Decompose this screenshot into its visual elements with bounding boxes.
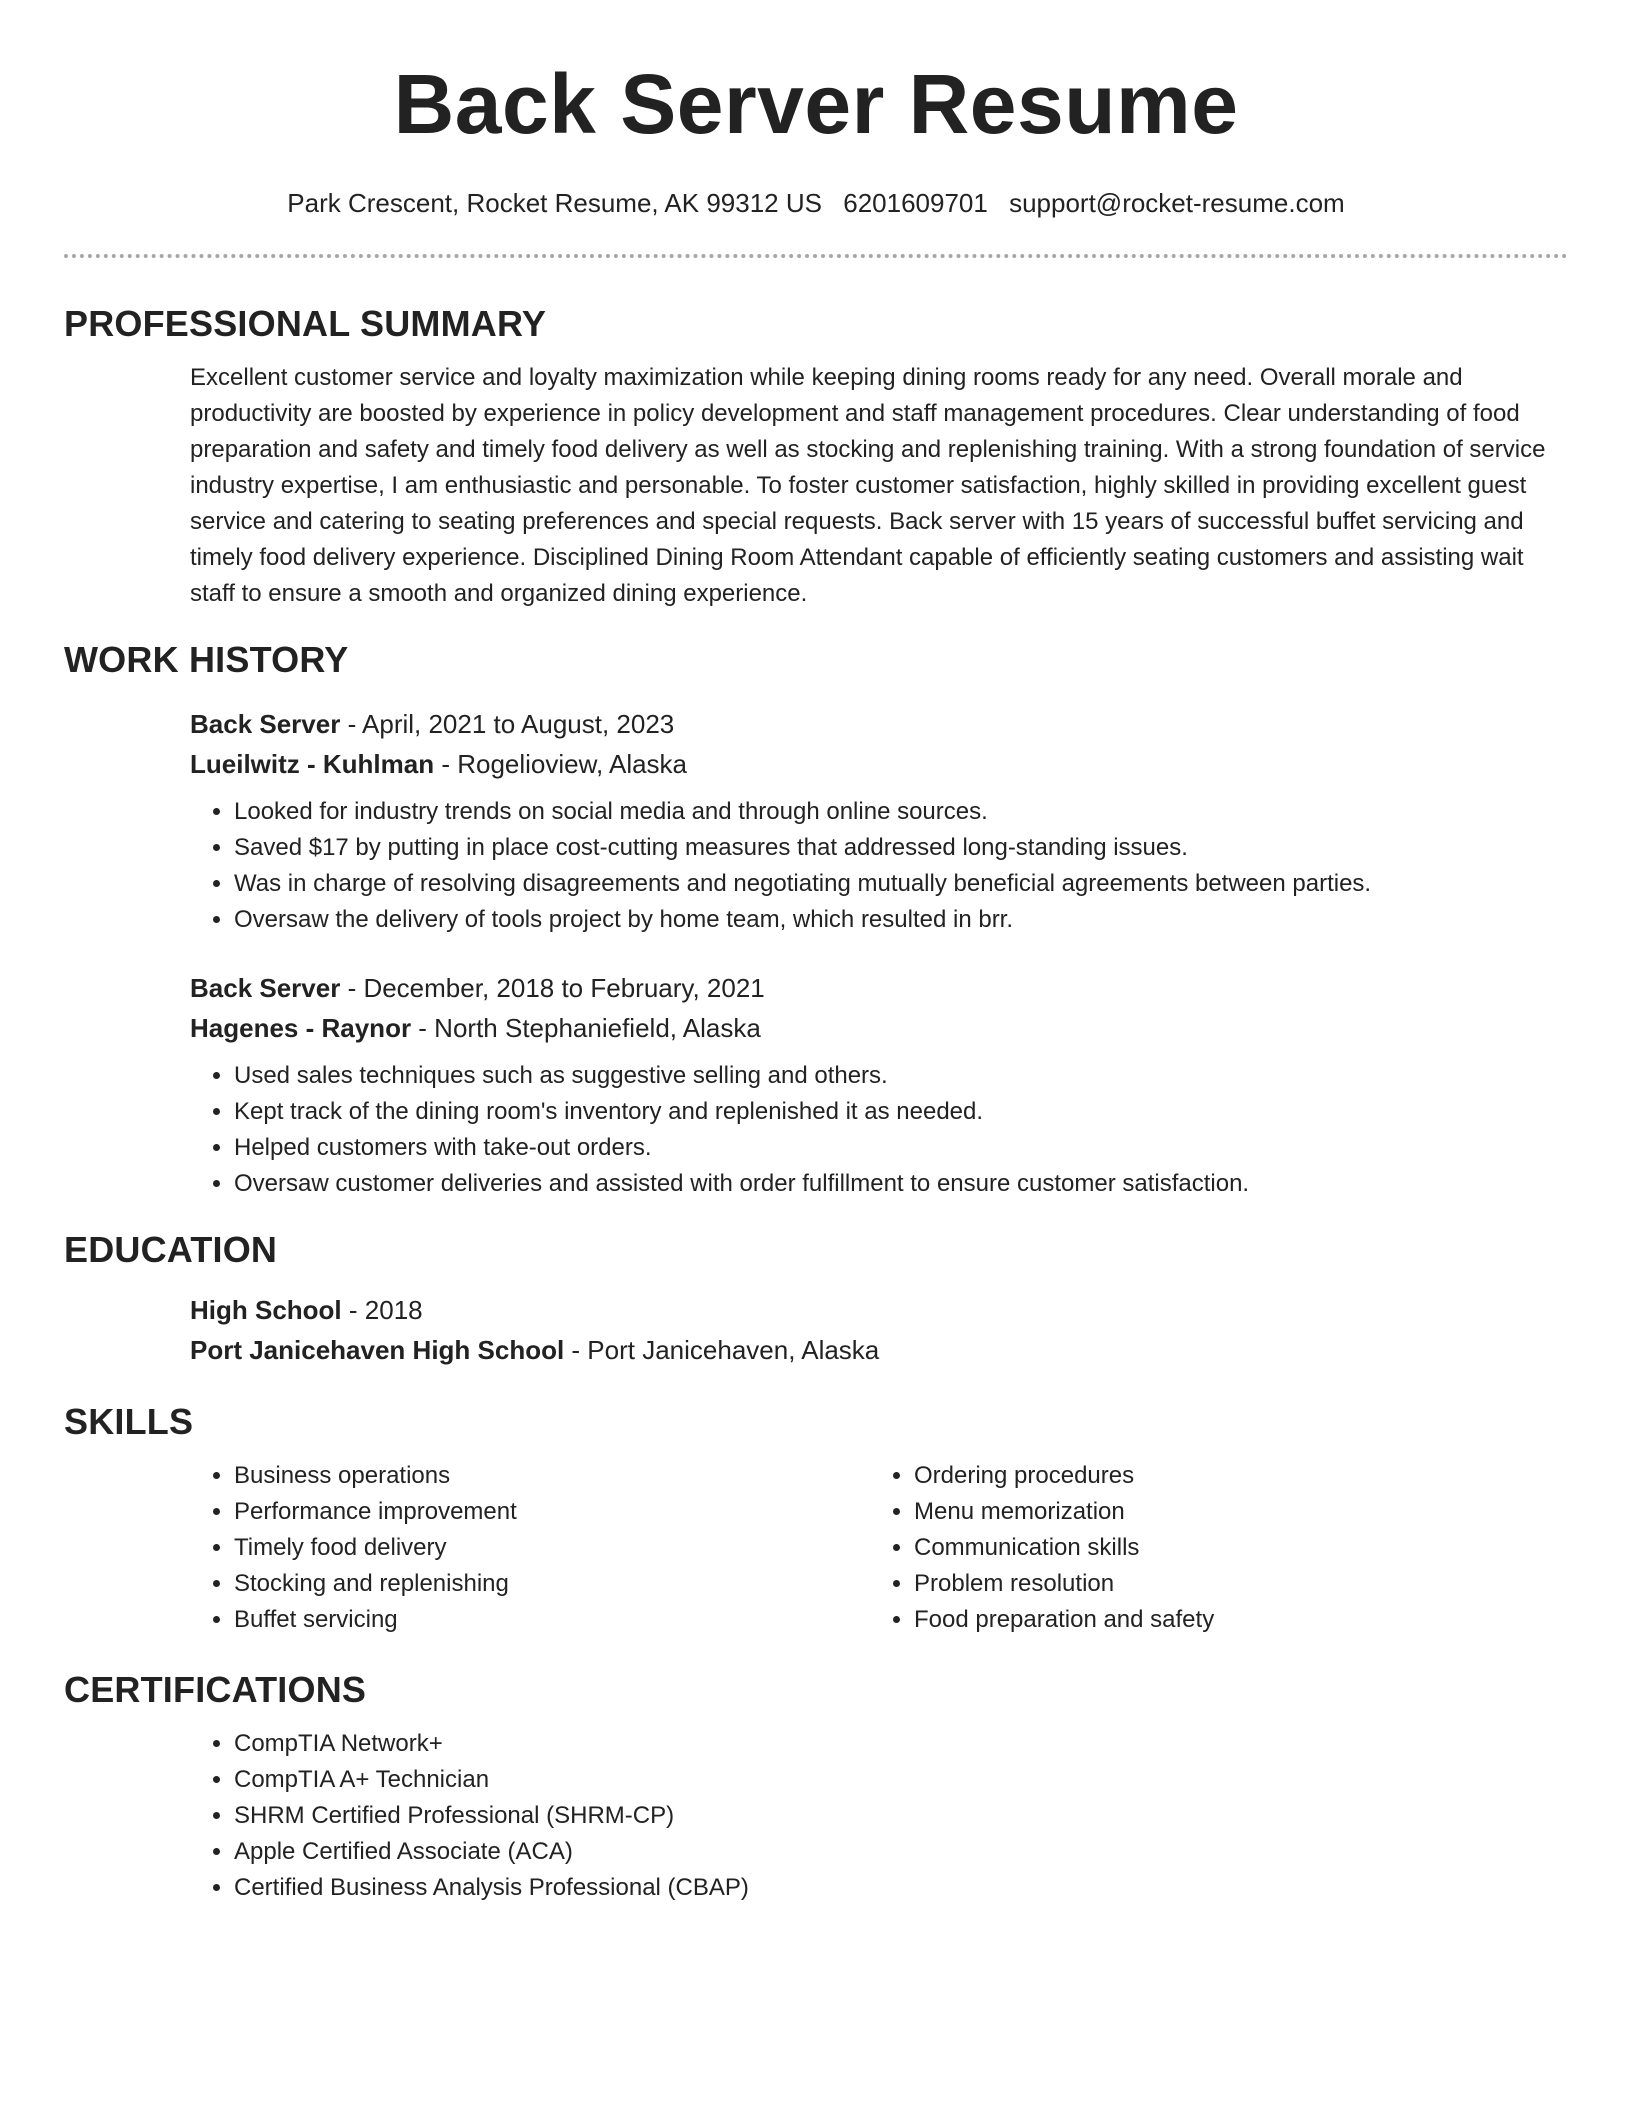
skills-column-right bbox=[870, 1458, 1550, 1638]
section-title-work-history: WORK HISTORY bbox=[64, 639, 349, 680]
list-item: • Used sales techniques such as suggestive selling and others. bbox=[234, 1058, 1568, 1094]
list-item: • Stocking and replenishing bbox=[234, 1566, 870, 1602]
contact-line bbox=[64, 186, 1568, 220]
list-item: • Oversaw the delivery of tools project by home team, which resulted in brr. bbox=[234, 902, 1568, 938]
list-item: • Menu memorization bbox=[914, 1494, 1550, 1530]
list-item: • SHRM Certified Professional (SHRM-CP) bbox=[234, 1798, 1568, 1834]
contact-address: Park Crescent, Rocket Resume, AK 99312 US bbox=[287, 188, 822, 218]
header-divider bbox=[64, 254, 1568, 258]
job-bullets bbox=[190, 794, 1568, 938]
list-item: • CompTIA A+ Technician bbox=[234, 1762, 1568, 1798]
list-item: • Certified Business Analysis Professional (CBAP) bbox=[234, 1870, 1568, 1906]
job-company: Hagenes - Raynor bbox=[190, 1013, 412, 1043]
education-degree: High School bbox=[190, 1295, 342, 1325]
job-bullets bbox=[190, 1058, 1568, 1202]
job-entry bbox=[190, 968, 1568, 1202]
education-location: - Port Janicehaven, Alaska bbox=[564, 1335, 880, 1365]
certifications-list bbox=[190, 1726, 1568, 1906]
section-title-summary: PROFESSIONAL SUMMARY bbox=[64, 303, 547, 344]
education-year: - 2018 bbox=[341, 1295, 423, 1325]
resume-title: Back Server Resume bbox=[393, 57, 1239, 151]
job-dates: - December, 2018 to February, 2021 bbox=[340, 973, 765, 1003]
list-item: • Communication skills bbox=[914, 1530, 1550, 1566]
list-item: • Saved $17 by putting in place cost-cutting measures that addressed long-standing issues. bbox=[234, 830, 1568, 866]
education-school-line bbox=[190, 1330, 1568, 1370]
list-item: • Food preparation and safety bbox=[914, 1602, 1550, 1638]
list-item: • Business operations bbox=[234, 1458, 870, 1494]
section-title-certifications: CERTIFICATIONS bbox=[64, 1669, 367, 1710]
list-item: • Kept track of the dining room's inventory and replenished it as needed. bbox=[234, 1094, 1568, 1130]
contact-phone: 6201609701 bbox=[843, 188, 988, 218]
list-item: • Performance improvement bbox=[234, 1494, 870, 1530]
list-item: • Problem resolution bbox=[914, 1566, 1550, 1602]
education-entry bbox=[190, 1290, 1568, 1370]
job-dates: - April, 2021 to August, 2023 bbox=[340, 709, 675, 739]
list-item: • Timely food delivery bbox=[234, 1530, 870, 1566]
list-item: • CompTIA Network+ bbox=[234, 1726, 1568, 1762]
job-role: Back Server bbox=[190, 709, 341, 739]
section-title-skills: SKILLS bbox=[64, 1401, 194, 1442]
summary-text: Excellent customer service and loyalty maximization while keeping dining rooms ready for any need. Overall morale and productivity are boosted by experience in policy development and staff management procedures. Clear understanding of food preparation and safety and timely food delivery as well as stocking and replenishing training. With a strong foundation of service industry expertise, I am enthusiastic and personable. To foster customer satisfaction, highly skilled in providing excellent guest service and catering to seating preferences and special requests. Back server with 15 years of successful buffet servicing and timely food delivery experience. Disciplined Dining Room Attendant capable of efficiently seating customers and assisting wait staff to ensure a smooth and organized dining experience. bbox=[190, 364, 1546, 607]
section-title-education: EDUCATION bbox=[64, 1229, 278, 1270]
list-item: • Was in charge of resolving disagreements and negotiating mutually beneficial agreements between parties. bbox=[234, 866, 1568, 902]
skills-list bbox=[190, 1458, 870, 1638]
job-title-line bbox=[190, 704, 1568, 744]
list-item: • Buffet servicing bbox=[234, 1602, 870, 1638]
education-school: Port Janicehaven High School bbox=[190, 1335, 565, 1365]
list-item: • Ordering procedures bbox=[914, 1458, 1550, 1494]
list-item: • Oversaw customer deliveries and assisted with order fulfillment to ensure customer satisfaction. bbox=[234, 1166, 1568, 1202]
job-role: Back Server bbox=[190, 973, 341, 1003]
job-title-line bbox=[190, 968, 1568, 1008]
skills-grid bbox=[190, 1458, 1568, 1638]
list-item: • Looked for industry trends on social media and through online sources. bbox=[234, 794, 1568, 830]
job-company: Lueilwitz - Kuhlman bbox=[190, 749, 435, 779]
contact-email: support@rocket-resume.com bbox=[1009, 188, 1345, 218]
job-location: - North Stephaniefield, Alaska bbox=[411, 1013, 761, 1043]
skills-column-left bbox=[190, 1458, 870, 1638]
job-company-line bbox=[190, 1008, 1568, 1048]
job-entry bbox=[190, 704, 1568, 938]
list-item: • Helped customers with take-out orders. bbox=[234, 1130, 1568, 1166]
list-item: • Apple Certified Associate (ACA) bbox=[234, 1834, 1568, 1870]
job-company-line bbox=[190, 744, 1568, 784]
certifications-entry bbox=[190, 1726, 1568, 1906]
skills-list bbox=[870, 1458, 1550, 1638]
job-location: - Rogelioview, Alaska bbox=[434, 749, 688, 779]
education-degree-line bbox=[190, 1290, 1568, 1330]
